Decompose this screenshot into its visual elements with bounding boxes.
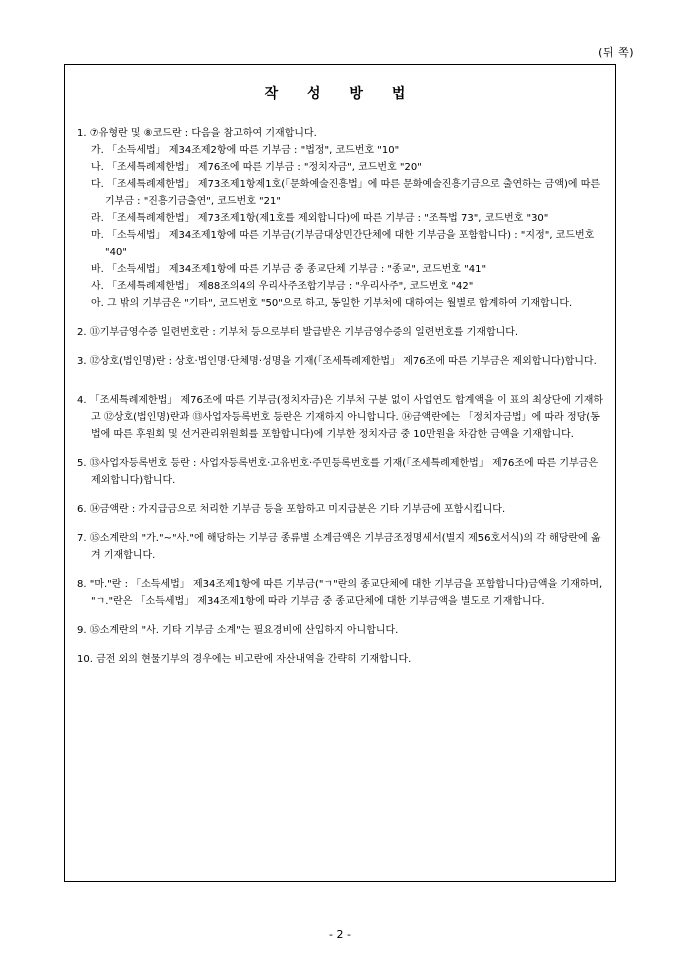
page-side-label: (뒤 쪽) — [598, 46, 634, 59]
instruction-item-5 — [77, 455, 605, 489]
sub-item: 라. 「조세특례제한법」 제73조제1항(제1호를 제외합니다)에 따른 기부금 : "조특법 73", 코드번호 "30" — [91, 213, 549, 224]
instruction-item-10 — [77, 651, 605, 668]
page-number: - 2 - — [329, 928, 351, 941]
instruction-text: 1. ⑦유형란 및 ⑧코드란 : 다음을 참고하여 기재합니다. — [77, 128, 317, 139]
sub-item: 다. 「조세특례제한법」 제73조제1항제1호(「문화예술진흥법」에 따른 문화예술진흥기금으로 출연하는 금액)에 따른 기부금 : "진흥기금출연", 코드번호 "21" — [91, 179, 601, 207]
instruction-text: 2. ⑪기부금영수증 일련번호란 : 기부처 등으로부터 발급받은 기부금영수증의 일련번호를 기재합니다. — [77, 327, 519, 338]
instruction-text: 9. ⑮소계란의 "사. 기타 기부금 소계"는 필요경비에 산입하지 아니합니다. — [77, 625, 399, 636]
instruction-item-2 — [77, 324, 605, 341]
instruction-text: 7. ⑮소계란의 "가."~"사."에 해당하는 기부금 종류별 소계금액은 기부금조정명세서(별지 제56호서식)의 각 해당란에 옮겨 기재합니다. — [77, 533, 601, 561]
instructions-box — [64, 64, 616, 882]
instruction-text: 8. "마."란 : 「소득세법」 제34조제1항에 따른 기부금("ㄱ"란의 종교단체에 대한 기부금을 포함합니다)금액을 기재하며, "ㄱ."란은 「소득세법」 제34조제1항에 따라 기부금 중 종교단체에 대한 기부금액을 별도로 기재합니다. — [77, 579, 603, 607]
instruction-item-4 — [77, 392, 605, 443]
sub-item: 나. 「조세특례제한법」 제76조에 따른 기부금 : "정치자금", 코드번호 "20" — [91, 162, 422, 173]
sub-item: 바. 「소득세법」 제34조제1항에 따른 기부금 중 종교단체 기부금 : "종교", 코드번호 "41" — [91, 264, 487, 275]
instruction-item-3 — [77, 353, 605, 370]
sub-item: 아. 그 밖의 기부금은 "기타", 코드번호 "50"으로 하고, 동일한 기부처에 대하여는 월별로 합계하여 기재합니다. — [91, 298, 573, 309]
sub-item: 마. 「소득세법」 제34조제1항에 따른 기부금(기부금대상민간단체에 대한 기부금을 포함합니다) : "지정", 코드번호 "40" — [91, 230, 595, 258]
instruction-item-9 — [77, 622, 605, 639]
instruction-text: 3. ⑫상호(법인명)란 : 상호·법인명·단체명·성명을 기재(「조세특례제한법」 제76조에 따른 기부금은 제외합니다)합니다. — [77, 356, 597, 367]
sub-item: 가. 「소득세법」 제34조제2항에 따른 기부금 : "법정", 코드번호 "10" — [91, 145, 400, 156]
instruction-text: 5. ⑬사업자등록번호 등란 : 사업자등록번호·고유번호·주민등록번호를 기재(「조세특례제한법」 제76조에 따른 기부금은 제외합니다)합니다. — [77, 458, 599, 486]
instruction-item-6 — [77, 501, 605, 518]
instruction-text: 10. 금전 외의 현물기부의 경우에는 비고란에 자산내역을 간략히 기재합니다. — [77, 654, 412, 665]
instruction-item-8 — [77, 576, 605, 610]
instruction-item-7 — [77, 530, 605, 564]
sub-item: 사. 「조세특례제한법」 제88조의4의 우리사주조합기부금 : "우리사주", 코드번호 "42" — [91, 281, 474, 292]
instruction-item-1 — [77, 125, 605, 312]
instructions-content — [77, 125, 605, 668]
instruction-text: 4. 「조세특례제한법」 제76조에 따른 기부금(정치자금)은 기부처 구분 없이 사업연도 합계액을 이 표의 최상단에 기재하고 ⑫상호(법인명)란과 ⑬사업자등록번호 등란은 기재하지 아니합니다. ⑭금액란에는 「정치자금법」에 따라 정당(동법에 따른 후원회 및 선거관리위원회를 포함합니다)에 기부한 정치자금 중 10만원을 차감한 금액을 기재합니다. — [77, 395, 604, 440]
instruction-text: 6. ⑭금액란 : 가지급금으로 처리한 기부금 등을 포함하고 미지급분은 기타 기부금에 포함시킵니다. — [77, 504, 506, 515]
page-title: 작 성 방 법 — [264, 86, 418, 102]
